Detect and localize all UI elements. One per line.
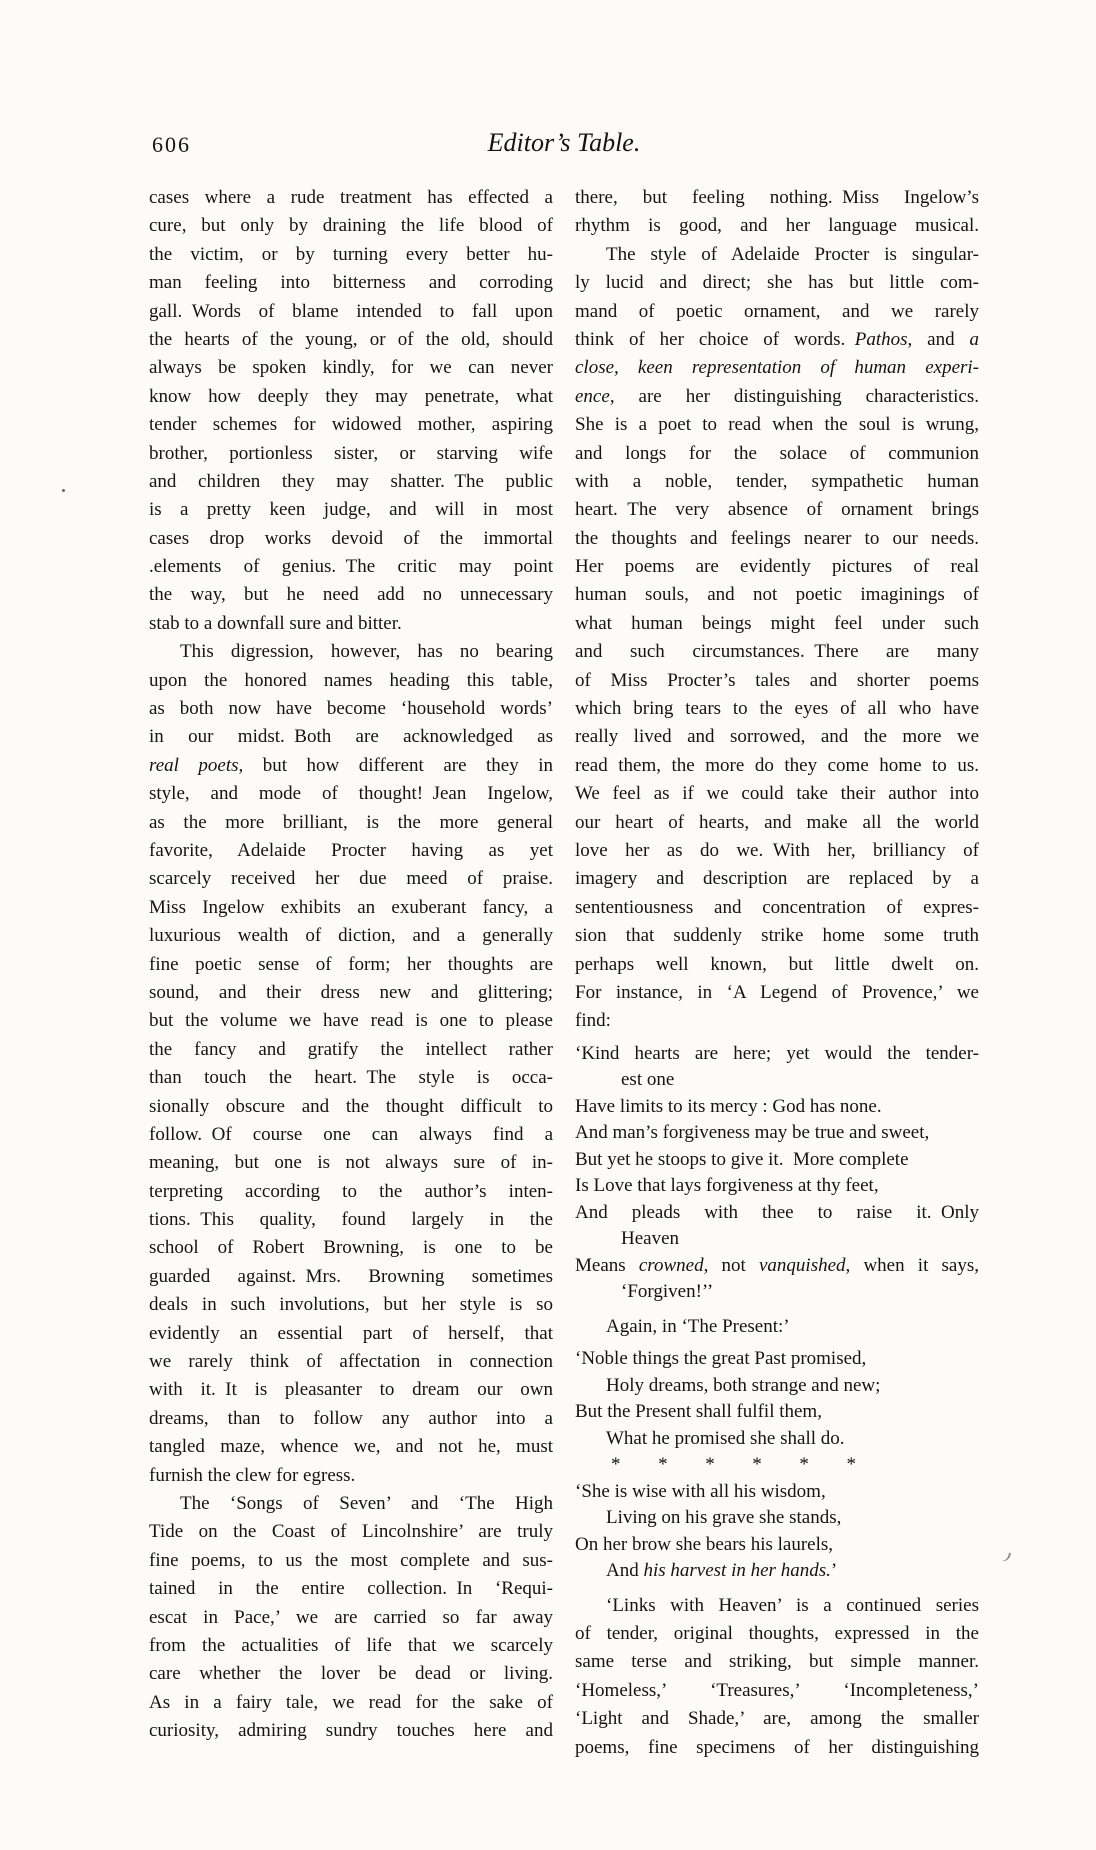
text-line <box>575 979 979 1007</box>
text-run: which bring tears to the eyes of all who have <box>575 698 979 720</box>
text-line <box>575 837 979 865</box>
text-run: sion that suddenly strike home some truth <box>575 925 979 947</box>
text-line <box>575 1705 979 1733</box>
text-run: But the Present shall fulfil them, <box>575 1401 822 1423</box>
text-run: This digression, however, has no bearing <box>180 641 553 663</box>
text-line <box>575 752 979 780</box>
text-run: Means <box>575 1254 639 1276</box>
text-line <box>575 298 979 326</box>
text-run: really lived and sorrowed, and the more we <box>575 726 979 748</box>
text-line <box>575 723 979 751</box>
text-run: Again, in ‘The Present:’ <box>606 1315 790 1337</box>
text-run: the fancy and gratify the intellect rather <box>149 1038 553 1060</box>
text-run: but the volume we have read is one to please <box>149 1010 553 1032</box>
text-line <box>575 894 979 922</box>
text-run: curiosity, admiring sundry touches here and <box>149 1720 553 1742</box>
italic-text-run: ence <box>575 385 610 407</box>
text-line <box>149 1206 553 1234</box>
text-run: Heaven <box>621 1228 680 1250</box>
text-line <box>575 1558 979 1585</box>
text-run: ‘She is wise with all his wisdom, <box>575 1480 826 1502</box>
text-line <box>575 1253 979 1280</box>
text-line <box>575 1399 979 1426</box>
paragraph <box>149 638 553 1490</box>
text-line <box>149 1234 553 1262</box>
text-line <box>575 241 979 269</box>
text-run: gall. Words of blame intended to fall upon <box>149 300 553 322</box>
text-run: ly lucid and direct; she has but little com- <box>575 272 979 294</box>
italic-text-run: real poets <box>149 754 239 776</box>
left-column <box>149 184 553 1745</box>
text-line <box>149 638 553 666</box>
text-run: heart. The very absence of ornament brings <box>575 499 979 521</box>
text-line <box>575 695 979 723</box>
text-run: the thoughts and feelings nearer to our needs. <box>575 527 979 549</box>
text-line <box>575 1226 979 1253</box>
text-run: follow. Of course one can always find a <box>149 1123 553 1145</box>
text-line <box>149 1348 553 1376</box>
text-run: always be spoken kindly, for we can never <box>149 357 553 379</box>
text-line <box>575 809 979 837</box>
text-line <box>149 1178 553 1206</box>
text-run: and such circumstances. There are many <box>575 641 979 663</box>
text-run: of Miss Procter’s tales and shorter poems <box>575 669 979 691</box>
text-run: as both now have become ‘household words’ <box>149 698 553 720</box>
text-run: ‘Links with Heaven’ is a continued series <box>606 1594 979 1616</box>
italic-text-run: his harvest in her hands. <box>643 1560 831 1582</box>
text-line <box>575 1592 979 1620</box>
text-line <box>575 269 979 297</box>
text-line <box>149 298 553 326</box>
text-run: * <box>799 1454 809 1476</box>
text-line <box>575 1067 979 1094</box>
text-line <box>575 553 979 581</box>
text-run: , when it says, <box>845 1254 980 1276</box>
scan-speck <box>1001 1551 1011 1563</box>
paragraph <box>575 241 979 1036</box>
text-run: find: <box>575 1010 611 1032</box>
text-run: For instance, in ‘A Legend of Provence,’ we <box>575 981 979 1003</box>
text-line <box>575 525 979 553</box>
italic-text-run: vanquished <box>758 1254 846 1276</box>
text-run: ‘Kind hearts are here; yet would the tender- <box>575 1042 979 1064</box>
text-run: there, but feeling nothing. Miss Ingelow’s <box>575 187 979 208</box>
text-line <box>149 1689 553 1717</box>
text-run: * <box>658 1454 668 1476</box>
text-run: from the actualities of life that we scarcely <box>149 1634 553 1656</box>
text-line <box>575 496 979 524</box>
text-line <box>149 865 553 893</box>
verse-block <box>575 1041 979 1306</box>
text-run: read them, the more do they come home to us. <box>575 754 979 776</box>
text-line <box>575 1734 979 1762</box>
text-line <box>149 1604 553 1632</box>
text-run: tender schemes for widowed mother, aspiring <box>149 414 553 436</box>
text-line <box>149 383 553 411</box>
text-run: what human beings might feel under such <box>575 612 979 634</box>
text-run: furnish the clew for egress. <box>149 1464 356 1486</box>
text-run: dreams, than to follow any author into a <box>149 1407 553 1429</box>
text-run: with it. It is pleasanter to dream our own <box>149 1379 553 1401</box>
text-run: favorite, Adelaide Procter having as yet <box>149 839 553 861</box>
text-line <box>149 610 553 638</box>
text-line <box>575 468 979 496</box>
text-run: man feeling into bitterness and corroding <box>149 272 553 294</box>
text-run: fine poems, to us the most complete and sus- <box>149 1549 553 1571</box>
text-run: human souls, and not poetic imaginings of <box>575 584 979 606</box>
text-run: imagery and description are replaced by a <box>575 868 979 890</box>
scan-speck <box>62 489 65 492</box>
text-line <box>149 752 553 780</box>
text-run: ‘Light and Shade,’ are, among the smaller <box>575 1708 979 1730</box>
text-line <box>149 695 553 723</box>
text-line <box>575 638 979 666</box>
asterisk-separator <box>611 1452 856 1479</box>
text-line <box>575 1479 979 1506</box>
text-line <box>149 212 553 240</box>
text-run: of tender, original thoughts, expressed in the <box>575 1623 979 1644</box>
page-number: 606 <box>152 132 191 157</box>
text-run: the way, but he need add no unnecessary <box>149 584 553 606</box>
text-line <box>575 1147 979 1174</box>
text-run: , and <box>907 328 970 350</box>
text-run: ‘Homeless,’ ‘Treasures,’ ‘Incompleteness,’ <box>575 1679 979 1701</box>
text-line <box>149 1263 553 1291</box>
text-line <box>149 667 553 695</box>
text-run: care whether the lover be dead or living. <box>149 1663 553 1685</box>
text-line <box>149 809 553 837</box>
text-line <box>149 440 553 468</box>
text-run: .elements of genius. The critic may point <box>149 556 553 578</box>
text-run: ‘Noble things the great Past promised, <box>575 1348 867 1370</box>
text-run: deals in such involutions, but her style is so <box>149 1294 553 1316</box>
text-run: and children they may shatter. The public <box>149 470 553 492</box>
text-line <box>575 1532 979 1559</box>
text-line <box>575 1279 979 1306</box>
text-line <box>575 1505 979 1532</box>
text-line <box>149 1490 553 1518</box>
text-run: scarcely received her due meed of praise. <box>149 868 553 890</box>
text-run: tangled maze, whence we, and not he, must <box>149 1436 553 1458</box>
text-run: * <box>611 1454 621 1476</box>
text-line <box>149 269 553 297</box>
text-line <box>575 1677 979 1705</box>
text-run: guarded against. Mrs. Browning sometimes <box>149 1265 553 1287</box>
text-line <box>149 1462 553 1490</box>
text-run: , are her distinguishing characteristics. <box>609 385 979 407</box>
text-run: mand of poetic ornament, and we rarely <box>575 300 979 322</box>
text-run: sionally obscure and the thought difficult to <box>149 1095 553 1117</box>
text-line <box>575 951 979 979</box>
text-line <box>149 951 553 979</box>
text-line <box>149 1632 553 1660</box>
text-run: And <box>606 1560 644 1582</box>
text-line <box>149 922 553 950</box>
text-line <box>149 496 553 524</box>
text-run: , not <box>703 1254 759 1276</box>
text-run: Holy dreams, both strange and new; <box>606 1374 881 1396</box>
text-run: tions. This quality, found largely in the <box>149 1209 553 1231</box>
text-run: school of Robert Browning, is one to be <box>149 1237 553 1259</box>
text-run: * <box>846 1454 856 1476</box>
text-line <box>575 667 979 695</box>
text-run: the hearts of the young, or of the old, should <box>149 328 553 350</box>
text-run: the victim, or by turning every better hu- <box>149 243 553 265</box>
text-line <box>575 1173 979 1200</box>
text-line <box>149 525 553 553</box>
text-run: We feel as if we could take their author into <box>575 783 979 805</box>
text-line <box>575 1120 979 1147</box>
text-run: cases where a rude treatment has effected a <box>149 187 553 208</box>
text-line <box>149 553 553 581</box>
text-run: evidently an essential part of herself, that <box>149 1322 553 1344</box>
text-run: and longs for the solace of communion <box>575 442 979 464</box>
text-line <box>149 1433 553 1461</box>
text-line <box>149 1149 553 1177</box>
text-line <box>575 610 979 638</box>
text-run: ‘Forgiven!’’ <box>621 1281 714 1303</box>
text-line <box>149 468 553 496</box>
text-line <box>575 1200 979 1227</box>
text-run: As in a fairy tale, we read for the sake of <box>149 1691 553 1713</box>
text-line <box>575 1346 979 1373</box>
text-line <box>575 1313 979 1341</box>
text-line <box>149 1291 553 1319</box>
text-run: is a pretty keen judge, and will in most <box>149 499 553 521</box>
text-run: , but how different are they in <box>238 754 553 776</box>
text-run: upon the honored names heading this table, <box>149 669 553 691</box>
text-run: perhaps well known, but little dwelt on. <box>575 953 979 975</box>
text-line <box>149 1121 553 1149</box>
text-line <box>149 1007 553 1035</box>
text-run: Living on his grave she stands, <box>606 1507 842 1529</box>
text-run: But yet he stoops to give it. More complete <box>575 1148 909 1170</box>
text-line <box>149 581 553 609</box>
italic-text-run: close, keen representation of human experi- <box>575 357 979 379</box>
text-line <box>149 1376 553 1404</box>
text-run: same terse and striking, but simple manner. <box>575 1651 979 1673</box>
text-line <box>575 1007 979 1035</box>
text-run: poems, fine specimens of her distinguishing <box>575 1736 979 1758</box>
text-run: brother, portionless sister, or starving wife <box>149 442 553 464</box>
text-run: luxurious wealth of diction, and a generally <box>149 925 553 947</box>
text-run: than touch the heart. The style is occa- <box>149 1067 553 1089</box>
text-run: And pleads with thee to raise it. Only <box>575 1201 979 1223</box>
text-run: as the more brilliant, is the more general <box>149 811 553 833</box>
text-run: The ‘Songs of Seven’ and ‘The High <box>180 1492 553 1514</box>
text-line <box>149 184 553 212</box>
text-line <box>575 212 979 240</box>
text-run: est one <box>621 1069 675 1091</box>
text-run: escat in Pace,’ we are carried so far away <box>149 1606 553 1628</box>
text-run: think of her choice of words. <box>575 328 855 350</box>
text-line <box>575 383 979 411</box>
text-line <box>149 241 553 269</box>
text-run: fine poetic sense of form; her thoughts are <box>149 953 553 975</box>
page-title: Editor’s Table. <box>487 128 641 157</box>
text-line <box>575 326 979 354</box>
text-line <box>149 1036 553 1064</box>
text-run: Miss Ingelow exhibits an exuberant fancy, a <box>149 896 553 918</box>
text-run: sententiousness and concentration of expres- <box>575 896 979 918</box>
text-run: tained in the entire collection. In ‘Requi- <box>149 1578 553 1600</box>
paragraph <box>149 184 553 638</box>
text-line <box>575 865 979 893</box>
text-run: Tide on the Coast of Lincolnshire’ are truly <box>149 1521 553 1543</box>
text-run: stab to a downfall sure and bitter. <box>149 612 402 634</box>
text-line <box>149 1320 553 1348</box>
text-line <box>149 1518 553 1546</box>
text-run: * <box>705 1454 715 1476</box>
text-line <box>149 1405 553 1433</box>
text-line <box>575 581 979 609</box>
text-line <box>575 1426 979 1453</box>
text-run: rhythm is good, and her language musical. <box>575 215 979 237</box>
text-run: in our midst. Both are acknowledged as <box>149 726 553 748</box>
italic-text-run: Pathos <box>854 328 908 350</box>
text-run: She is a poet to read when the soul is wrung, <box>575 414 979 436</box>
text-run: cases drop works devoid of the immortal <box>149 527 553 549</box>
text-line <box>575 1041 979 1068</box>
text-line <box>575 440 979 468</box>
text-line <box>149 354 553 382</box>
paragraph <box>575 1592 979 1762</box>
text-line <box>149 894 553 922</box>
page-header <box>150 126 978 160</box>
italic-text-run: crowned <box>638 1254 704 1276</box>
text-line <box>149 411 553 439</box>
text-run: meaning, but one is not always sure of in- <box>149 1152 553 1174</box>
text-run: cure, but only by draining the life blood of <box>149 215 553 237</box>
text-line <box>149 780 553 808</box>
text-line <box>149 1575 553 1603</box>
text-run: Her poems are evidently pictures of real <box>575 556 979 578</box>
text-line <box>149 1660 553 1688</box>
text-line <box>149 723 553 751</box>
text-line <box>575 922 979 950</box>
right-column <box>575 184 979 1762</box>
text-run: sound, and their dress new and glittering; <box>149 981 553 1003</box>
text-line <box>575 354 979 382</box>
text-line <box>575 780 979 808</box>
text-line <box>575 411 979 439</box>
verse-block <box>575 1346 979 1585</box>
text-line <box>575 1094 979 1121</box>
text-line <box>575 184 979 212</box>
italic-text-run: a <box>969 328 979 350</box>
text-line <box>575 1648 979 1676</box>
text-run: * <box>752 1454 762 1476</box>
text-run: with a noble, tender, sympathetic human <box>575 470 979 492</box>
text-run: Is Love that lays forgiveness at thy feet, <box>575 1175 879 1197</box>
text-run: terpreting according to the author’s inten- <box>149 1180 553 1202</box>
paragraph <box>149 1490 553 1746</box>
text-line <box>149 979 553 1007</box>
text-line <box>149 1717 553 1745</box>
text-run: our heart of hearts, and make all the world <box>575 811 979 833</box>
text-run: we rarely think of affectation in connection <box>149 1351 553 1373</box>
text-run: Have limits to its mercy : God has none. <box>575 1095 882 1117</box>
text-line <box>575 1373 979 1400</box>
text-run: love her as do we. With her, brilliancy of <box>575 839 979 861</box>
paragraph <box>575 1313 979 1341</box>
text-run: And man’s forgiveness may be true and sweet, <box>575 1122 930 1144</box>
text-run: ’ <box>830 1560 838 1582</box>
text-line <box>149 326 553 354</box>
text-run: know how deeply they may penetrate, what <box>149 385 553 407</box>
text-run: On her brow she bears his laurels, <box>575 1533 834 1555</box>
text-run: What he promised she shall do. <box>606 1427 845 1449</box>
text-line <box>149 837 553 865</box>
text-line <box>149 1093 553 1121</box>
text-run: The style of Adelaide Procter is singular- <box>606 243 979 265</box>
text-run: style, and mode of thought! Jean Ingelow, <box>149 783 553 805</box>
text-line <box>149 1547 553 1575</box>
text-line <box>575 1620 979 1648</box>
text-line <box>149 1064 553 1092</box>
paragraph <box>575 184 979 241</box>
